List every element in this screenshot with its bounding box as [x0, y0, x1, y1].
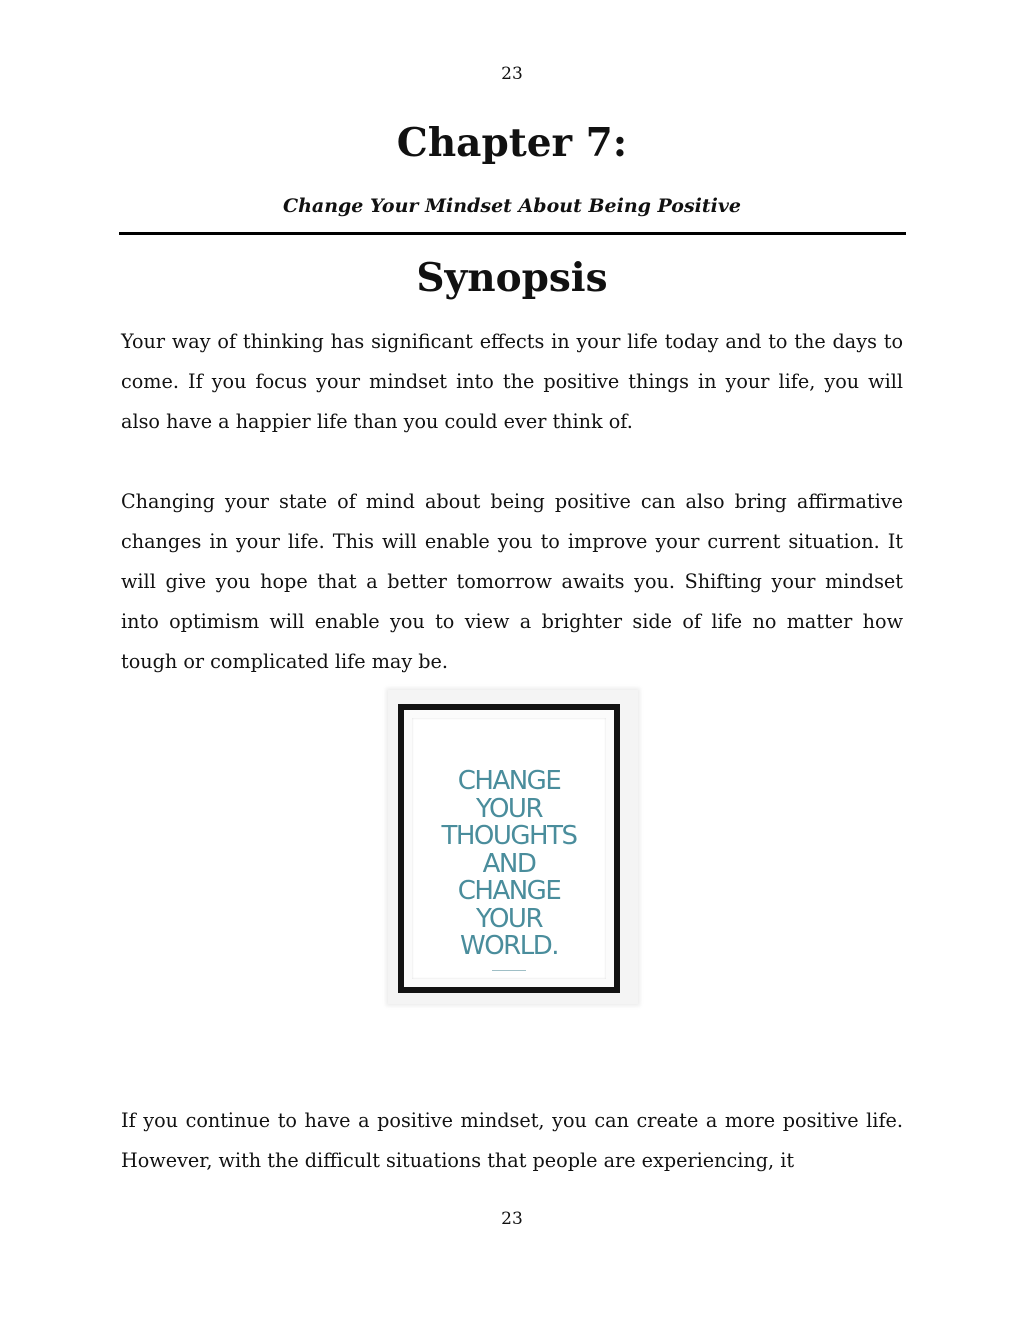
- chapter-title: Chapter 7:: [396, 120, 628, 166]
- poster-line: CHANGE: [457, 876, 561, 906]
- page-number-top: 23: [501, 64, 523, 84]
- chapter-subtitle: Change Your Mindset About Being Positive: [282, 195, 742, 217]
- poster-line: THOUGHTS: [441, 821, 577, 851]
- poster-line: AND: [482, 848, 536, 879]
- section-title: Synopsis: [416, 255, 608, 301]
- page-number-bottom: 23: [501, 1209, 523, 1229]
- poster-line: WORLD.: [459, 931, 558, 961]
- poster-line: YOUR: [475, 793, 543, 824]
- poster-line: YOUR: [475, 903, 543, 934]
- poster-signature-line: [492, 970, 526, 971]
- poster-line: CHANGE: [457, 766, 561, 796]
- poster-mat: [412, 718, 606, 979]
- body-paragraph-1: Your way of thinking has significant effects in your life today and to the days to come. If you focus your mindset into the positive things in your life, you will also have a happier life than you could ever think of.: [121, 330, 903, 433]
- poster-image: [388, 690, 638, 1004]
- title-divider: [119, 232, 906, 235]
- poster-frame: [398, 704, 620, 993]
- poster-quote: [412, 768, 606, 961]
- body-paragraph-3: If you continue to have a positive mindset, you can create a more positive life. However, with the difficult situations that people are experiencing, it: [121, 1109, 903, 1172]
- body-paragraph-2: Changing your state of mind about being positive can also bring affirmative changes in your life. This will enable you to improve your current situation. It will give you hope that a better tomorrow awaits you. Shifting your mindset into optimism will enable you to view a brighter side of life no matter how tough or complicated life may be.: [121, 490, 903, 673]
